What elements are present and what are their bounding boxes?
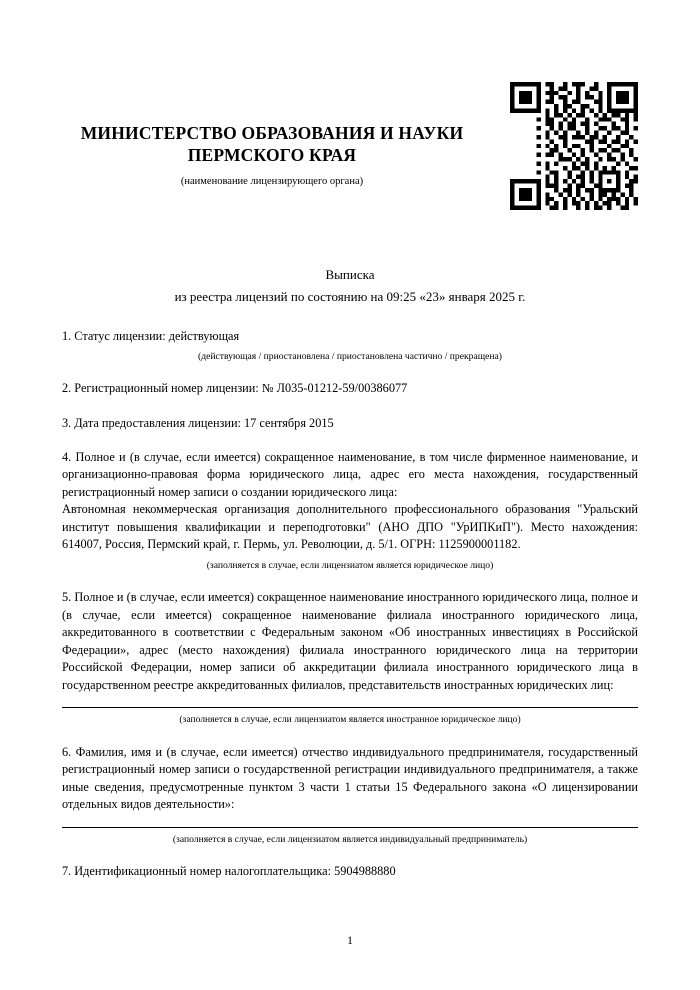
- qr-code-icon: [510, 82, 638, 210]
- document-title-line2: из реестра лицензий по состоянию на 09:25 «23» января 2025 г.: [174, 288, 526, 304]
- section-foreign-legal-entity: [62, 589, 638, 726]
- section-text: 6. Фамилия, имя и (в случае, если имеется) отчество индивидуального предпринимателя, государственный регистрационный номер записи о государственной регистрации индивидуального предпринимателя, а также иные сведения, предусмотренные пунктом 3 части 1 статьи 15 Федерального закона «О лицензировании отдельных видов деятельности»:: [62, 744, 638, 812]
- fill-in-rule: [62, 707, 638, 708]
- section-text: 3. Дата предоставления лицензии: 17 сентября 2015: [62, 415, 334, 430]
- qr-code-svg: [510, 82, 638, 210]
- section-note: (действующая / приостановлена / приостановлена частично / прекращена): [198, 350, 502, 362]
- section-text: 2. Регистрационный номер лицензии: № Л035-01212-59/00386077: [62, 381, 408, 396]
- document-header: [62, 0, 482, 187]
- section-taxpayer-number: [62, 863, 638, 880]
- issuing-authority-title: МИНИСТЕРСТВО ОБРАЗОВАНИЯ И НАУКИ ПЕРМСКОГО КРАЯ: [80, 123, 464, 166]
- section-individual-entrepreneur: [62, 744, 638, 846]
- section-legal-entity: [62, 449, 638, 572]
- section-license-status: [62, 328, 638, 363]
- document-title: [62, 265, 638, 307]
- section-note: (заполняется в случае, если лицензиатом является иностранное юридическое лицо): [179, 714, 521, 726]
- section-text: 1. Статус лицензии: действующая: [62, 329, 240, 344]
- section-value: Автономная некоммерческая организация дополнительного профессионального образования "Уральский институт повышения квалификации и переподготовки" (АНО ДПО "УрИПКиП"). Место нахождения: 614007, Россия, Пермский край, г. Пермь, ул. Революции, д. 5/1. ОГРН: 1125900001182.: [62, 502, 638, 552]
- section-note: (заполняется в случае, если лицензиатом является юридическое лицо): [206, 559, 494, 571]
- section-issue-date: [62, 415, 638, 432]
- section-note: (заполняется в случае, если лицензиатом является индивидуальный предприниматель): [172, 833, 528, 845]
- section-text: 5. Полное и (в случае, если имеется) сокращенное наименование иностранного юридического лица, полное и (в случае, если имеется) сокращенное наименование филиала иностранного юридического лица, аккредитованного в соответствии с Федеральным законом «Об иностранных инвестициях в Российской Федерации», адрес (место нахождения) филиала иностранного юридического лица на территории Российской Федерации, номер записи об аккредитации филиала иностранного юридического лица в государственном реестре аккредитованных филиалов, представительств иностранных юридических лиц:: [62, 590, 638, 692]
- issuing-authority-caption: (наименование лицензирующего органа): [180, 175, 364, 187]
- section-registration-number: [62, 380, 638, 397]
- section-text: 7. Идентификационный номер налогоплательщика: 5904988880: [62, 864, 396, 879]
- document-title-line1: Выписка: [325, 266, 375, 282]
- fill-in-rule: [62, 827, 638, 828]
- section-text: 4. Полное и (в случае, если имеется) сокращенное наименование, в том числе фирменное наименование, и организационно-правовая форма юридического лица, адрес его места нахождения, государственный регистрационный номер записи о создании юридического лица:: [62, 450, 638, 499]
- page-number: 1: [347, 933, 353, 947]
